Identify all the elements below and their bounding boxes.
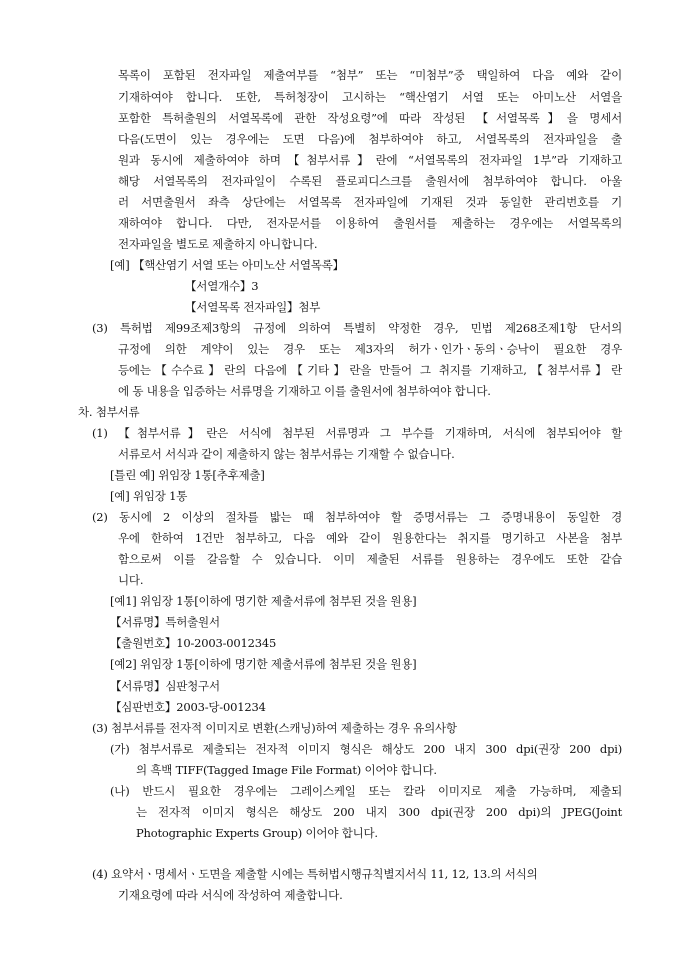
paragraph-line: 다음(도면이 있는 경우에는 도면 다음)에 첨부하여야 하고, 서열목록의 전자파일을 출 [118,131,622,146]
example-line: [예1] 위임장 1통[이하에 명기한 제출서류에 첨부된 것을 원용] [110,594,417,609]
item-3-line: 등에는【수수료】란의 다음에【기타】란을 만들어 그 취지를 기재하고,【첨부서류】란 [118,362,622,377]
cha-3-na-line: 는 전자적 이미지 형식은 해상도 200 내지 300 dpi(권장 200 dpi)의 JPEG(Joint [136,804,622,819]
paragraph-line: 기재하여야 합니다. 또한, 특허청장이 고시하는 “핵산염기 서열 또는 아미노산 서열을 [118,89,622,104]
item-3-line: 에 동 내용을 입증하는 서류명을 기재하고 이를 출원서에 첨부하여야 합니다. [118,384,491,399]
cha-3-ga-line: 의 흑백 TIFF(Tagged Image File Format) 이어야 합니다. [136,762,437,777]
cha-2-line: 니다. [118,573,144,588]
cha-3-na-line: (나) 반드시 필요한 경우에는 그레이스케일 또는 칼라 이미지로 제출 가능하며, 제출되 [110,783,622,798]
example-line: 【서열목록 전자파일】첨부 [185,299,321,314]
paragraph-line: 포함한 특허출원의 서열목록에 관한 작성요령”에 따라 작성된 【서열목록】을 명세서 [118,110,622,125]
cha-3-heading: (3) 첨부서류를 전자적 이미지로 변환(스캐닝)하여 제출하는 경우 유의사항 [92,720,457,735]
item-3-line: (3) 특허법 제99조제3항의 규정에 의하여 특별히 약정한 경우, 민법 제268조제1항 단서의 [92,320,622,335]
wrong-example: [틀린 예] 위임장 1통[추후제출] [110,468,265,483]
paragraph-line: 해당 서열목록의 전자파일이 수록된 플로피디스크를 출원서에 첨부하여야 합니다. 아울 [118,173,622,188]
section-heading: 차. 첨부서류 [78,405,140,420]
example-heading: [예] 【핵산염기 서열 또는 아미노산 서열목록】 [110,257,344,272]
cha-2-line: 함으로써 이를 갈음할 수 있습니다. 이미 제출된 서류를 원용하는 경우에도 또한 같습 [118,552,622,567]
paragraph-line: 원과 동시에 제출하여야 하며【첨부서류】란에 “서열목록의 전자파일 1부”라 기재하고 [118,152,622,167]
cha-1-line: 서류로서 서식과 같이 제출하지 않는 첨부서류는 기재할 수 없습니다. [118,447,455,462]
item-3-line: 규정에 의한 계약이 있는 경우 또는 제3자의 허가ㆍ인가ㆍ동의ㆍ승낙이 필요한 경우 [118,341,622,356]
paragraph-line: 재하여야 합니다. 다만, 전자문서를 이용하여 출원서를 제출하는 경우에는 서열목록의 [118,215,622,230]
paragraph-line: 전자파일을 별도로 제출하지 아니합니다. [118,236,318,251]
cha-2-line: (2) 동시에 2 이상의 절차를 밟는 때 첨부하여야 할 증명서류는 그 증명내용이 동일한 경 [92,510,622,525]
example-line: [예] 위임장 1통 [110,489,188,504]
cha-4-line: (4) 요약서ㆍ명세서ㆍ도면을 제출할 시에는 특허법시행규칙별지서식 11, 12, 13.의 서식의 [92,866,538,881]
cha-3-ga-line: (가) 첨부서류로 제출되는 전자적 이미지 형식은 해상도 200 내지 300 dpi(권장 200 dpi) [110,741,622,756]
paragraph-line: 러 서면출원서 좌측 상단에는 서열목록 전자파일에 기재된 것과 동일한 관리번호를 기 [118,194,622,209]
example-line: 【서류명】심판청구서 [110,678,220,693]
example-line: 【서열개수】3 [185,278,259,293]
example-line: 【출원번호】10-2003-0012345 [110,636,277,651]
cha-3-na-line: Photographic Experts Group) 이어야 합니다. [136,825,378,840]
cha-1-line: (1) 【첨부서류】란은 서식에 첨부된 서류명과 그 부수를 기재하며, 서식에 첨부되어야 할 [92,426,622,441]
example-line: 【서류명】특허출원서 [110,615,220,630]
paragraph-line: 목록이 포함된 전자파일 제출여부를 “첨부” 또는 “미첨부”중 택일하여 다음 예와 같이 [118,68,622,83]
example-line: [예2] 위임장 1통[이하에 명기한 제출서류에 첨부된 것을 원용] [110,657,417,672]
cha-4-line: 기재요령에 따라 서식에 작성하여 제출합니다. [118,888,343,902]
example-line: 【심판번호】2003-당-001234 [110,699,266,714]
cha-2-line: 우에 한하여 1건만 첨부하고, 다음 예와 같이 원용한다는 취지를 명기하고 사본을 첨부 [118,531,622,546]
